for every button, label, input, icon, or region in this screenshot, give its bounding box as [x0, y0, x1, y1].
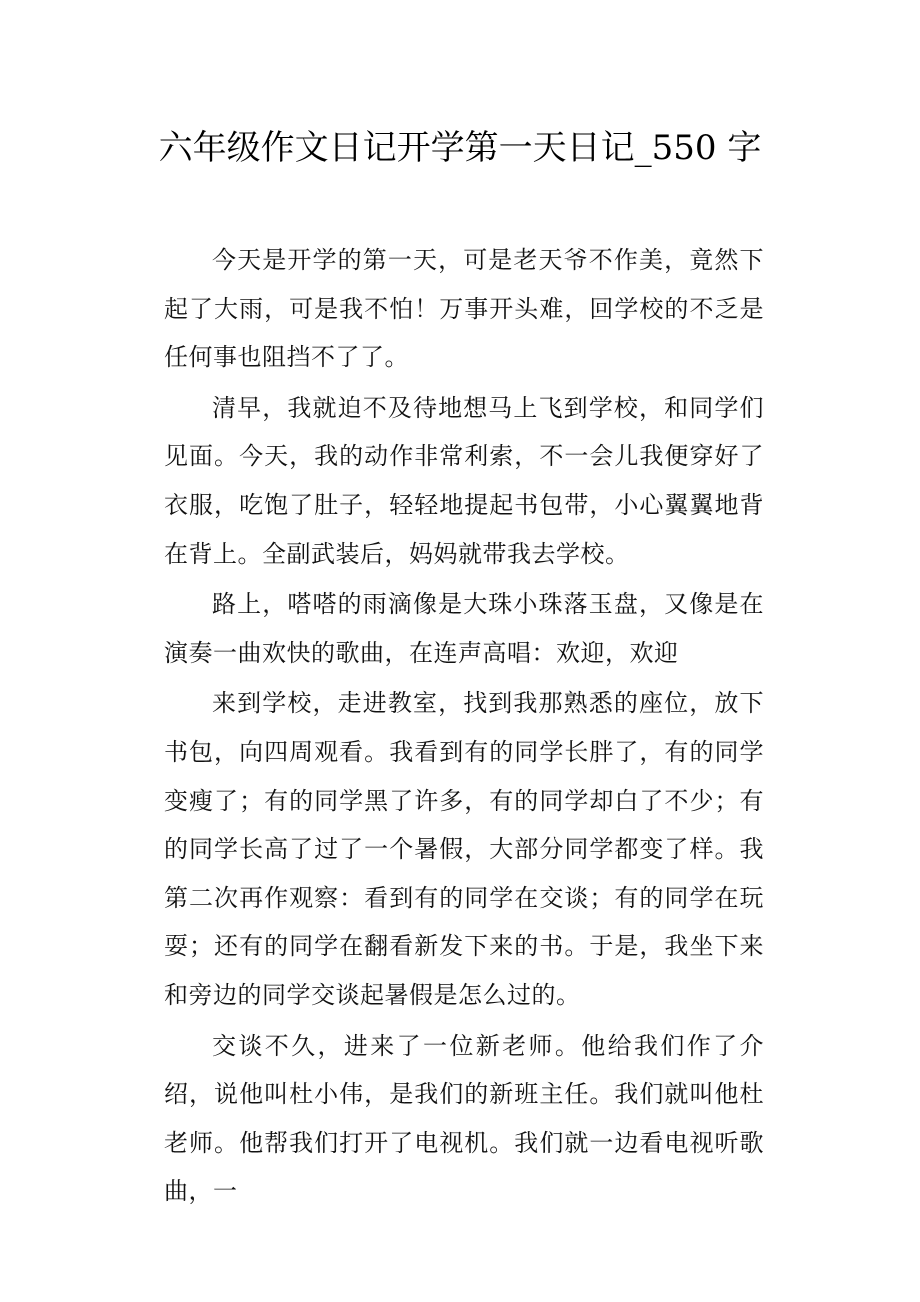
- paragraph: 路上，嗒嗒的雨滴像是大珠小珠落玉盘，又像是在演奏一曲欢快的歌曲，在连声高唱：欢迎，欢迎: [164, 590, 764, 667]
- paragraph: 今天是开学的第一天，可是老天爷不作美，竟然下起了大雨，可是我不怕！万事开头难，回学校的不乏是任何事也阻挡不了了。: [164, 246, 764, 372]
- document-body: [164, 236, 764, 1218]
- paragraph: 交谈不久，进来了一位新老师。他给我们作了介绍，说他叫杜小伟，是我们的新班主任。我们就叫他杜老师。他帮我们打开了电视机。我们就一边看电视听歌曲，一: [164, 1031, 764, 1206]
- paragraph: 清早，我就迫不及待地想马上飞到学校，和同学们见面。今天，我的动作非常利索，不一会儿我便穿好了衣服，吃饱了肚子，轻轻地提起书包带，小心翼翼地背在背上。全副武装后，妈妈就带我去学校。: [164, 393, 764, 568]
- document-title: 六年级作文日记开学第一天日记_550 字: [158, 128, 762, 168]
- paragraph: 来到学校，走进教室，找到我那熟悉的座位，放下书包，向四周观看。我看到有的同学长胖了，有的同学变瘦了；有的同学黑了许多，有的同学却白了不少；有的同学长高了过了一个暑假，大部分同学都变了样。我第二次再作观察：看到有的同学在交谈；有的同学在玩耍；还有的同学在翻看新发下来的书。于是，我坐下来和旁边的同学交谈起暑假是怎么过的。: [164, 689, 764, 1009]
